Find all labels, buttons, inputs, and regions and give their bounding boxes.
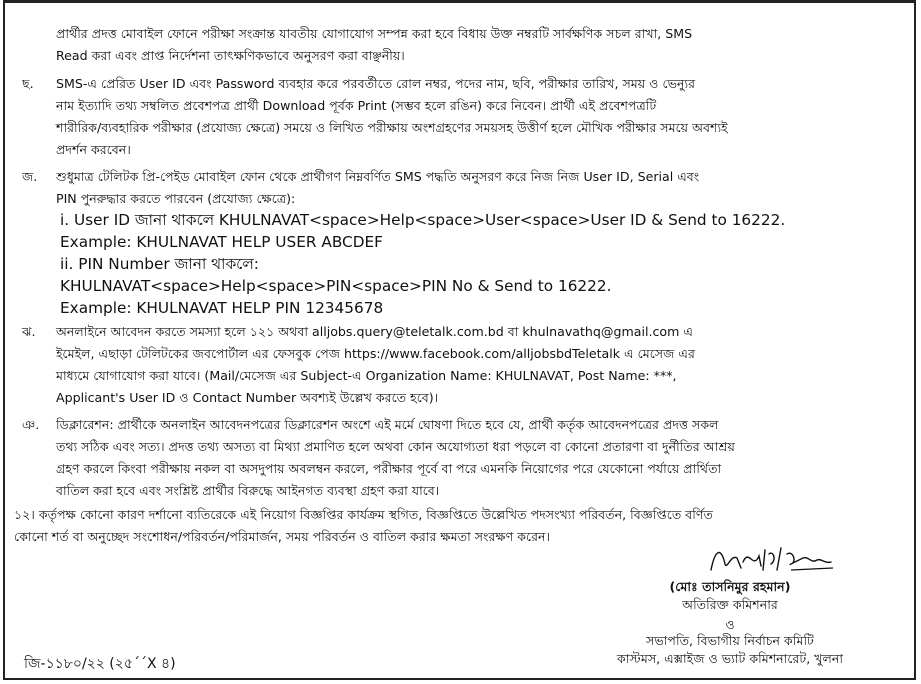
signatory-title: অতিরিক্ত কমিশনার — [682, 597, 778, 612]
marker-ja: জ. — [22, 169, 38, 184]
intro-line-1: প্রার্থীর প্রদত্ত মোবাইল ফোনে পরীক্ষা সংক্রান্ত যাবতীয় যোগাযোগ সম্পন্ন করা হবে বিধায় উক্ত নম্বরটি সার্বক্ষণিক সচল রাখা, SMS — [56, 26, 693, 41]
ja-line-3: i. User ID জানা থাকলে KHULNAVAT<space>Help<space>User<space>User ID & Send to 16222. — [60, 211, 786, 229]
ja-line-6: KHULNAVAT<space>Help<space>PIN<space>PIN No & Send to 16222. — [60, 277, 612, 295]
signatory-office: কাস্টমস, এক্সাইজ ও ভ্যাট কমিশনারেট, খুলনা — [616, 651, 844, 666]
clause-12-line-1: ১২। কর্তৃপক্ষ কোনো কারণ দর্শানো ব্যতিরেকে এই নিয়োগ বিজ্ঞপ্তির কার্যক্রম স্থগিত, বিজ্ঞপ্তিতে উল্লেখিত পদসংখ্যা পরিবর্তন, বিজ্ঞপ্তিতে বর্ণিত — [14, 507, 713, 522]
jha-line-1: অনলাইনে আবেদন করতে সমস্যা হলে ১২১ অথবা alljobs.query@teletalk.com.bd বা khulnavathq@gmail.com এ — [56, 324, 693, 339]
nya-line-1: ডিক্লারেশন: প্রার্থীকে অনলাইন আবেদনপত্রের ডিক্লারেশন অংশে এই মর্মে ঘোষণা দিতে হবে যে, প্রার্থী কর্তৃক আবেদনপত্রের প্রদত্ত সকল — [56, 417, 719, 432]
handwritten-signature — [707, 540, 837, 576]
ja-line-5: ii. PIN Number জানা থাকলে: — [60, 255, 259, 273]
ja-line-2: PIN পুনরুদ্ধার করতে পারবেন (প্রযোজ্য ক্ষেত্রে): — [56, 191, 296, 206]
signatory-name: (মোঃ তাসনিমুর রহমান) — [669, 579, 791, 594]
signatory-role: সভাপতি, বিভাগীয় নির্বাচন কমিটি — [646, 633, 814, 648]
marker-nya: ঞ. — [22, 417, 40, 432]
marker-jha: ঝ. — [22, 324, 36, 339]
ja-line-1: শুধুমাত্র টেলিটক প্রি-পেইড মোবাইল ফোন থেকে প্রার্থীগণ নিম্নবর্ণিত SMS পদ্ধতি অনুসরণ করে নিজ নিজ User ID, Serial এবং — [56, 169, 700, 184]
chha-line-1: SMS-এ প্রেরিত User ID এবং Password ব্যবহার করে পরবর্তীতে রোল নম্বর, পদের নাম, ছবি, পরীক্ষার তারিখ, সময় ও ভেন্যুর — [56, 76, 696, 91]
nya-line-4: বাতিল করা হবে এবং সংশ্লিষ্ট প্রার্থীর বিরুদ্ধে আইনগত ব্যবস্থা গ্রহণ করা যাবে। — [56, 483, 440, 498]
nya-line-3: গ্রহণ করলে কিংবা পরীক্ষায় নকল বা অসদুপায় অবলম্বন করলে, পরীক্ষার পূর্বে বা পরে এমনকি নিয়োগের পরে যেকোনো পর্যায়ে প্রার্থিতা — [56, 461, 722, 476]
chha-line-4: প্রদর্শন করবেন। — [56, 142, 131, 157]
jha-line-2: ইমেইল, এছাড়া টেলিটকের জবপোর্টাল এর ফেসবুক পেজ https://www.facebook.com/alljobsbdTeletalk এ মেসেজ এর — [56, 346, 695, 361]
advertisement-ref-code: জি-১১৮০/২২ (২৫´´X ৪) — [24, 656, 176, 672]
nya-line-2: তথ্য সঠিক এবং সত্য। প্রদত্ত তথ্য অসত্য বা মিথ্যা প্রমাণিত হলে অথবা কোন অযোগ্যতা ধরা পড়লে বা কোনো প্রতারণা বা দুর্নীতির আশ্রয় — [56, 439, 735, 454]
chha-line-3: শারীরিক/ব্যবহারিক পরীক্ষার (প্রযোজ্য ক্ষেত্রে) সময়ে ও লিখিত পরীক্ষায় অংশগ্রহণের সময়সহ উত্তীর্ণ হলে মৌখিক পরীক্ষার সময়ে অবশ্যই — [56, 120, 728, 135]
jha-line-3: মাধ্যমে যোগাযোগ করা যাবে। (Mail/মেসেজ এর Subject-এ Organization Name: KHULNAVAT, Post Name: ***, — [56, 368, 677, 383]
marker-chha: ছ. — [22, 76, 34, 91]
ja-line-4: Example: KHULNAVAT HELP USER ABCDEF — [60, 233, 383, 251]
jha-line-4: Applicant's User ID ও Contact Number অবশ্যই উল্লেখ করতে হবে)। — [56, 390, 439, 405]
clause-12-line-2: কোনো শর্ত বা অনুচ্ছেদ সংশোধন/পরিবর্তন/পরিমার্জন, সময় পরিবর্তন ও বাতিল করার ক্ষমতা সংরক্ষণ করেন। — [14, 529, 551, 544]
signatory-and: ও — [725, 617, 735, 632]
intro-line-2: Read করা এবং প্রাপ্ত নির্দেশনা তাৎক্ষণিকভাবে অনুসরণ করা বাঞ্ছনীয়। — [56, 48, 405, 63]
chha-line-2: নাম ইত্যাদি তথ্য সম্বলিত প্রবেশপত্র প্রার্থী Download পূর্বক Print (সম্ভব হলে রঙিন) করে নিবেন। প্রার্থী এই প্রবেশপত্রটি — [56, 98, 657, 113]
ja-line-7: Example: KHULNAVAT HELP PIN 12345678 — [60, 299, 384, 317]
